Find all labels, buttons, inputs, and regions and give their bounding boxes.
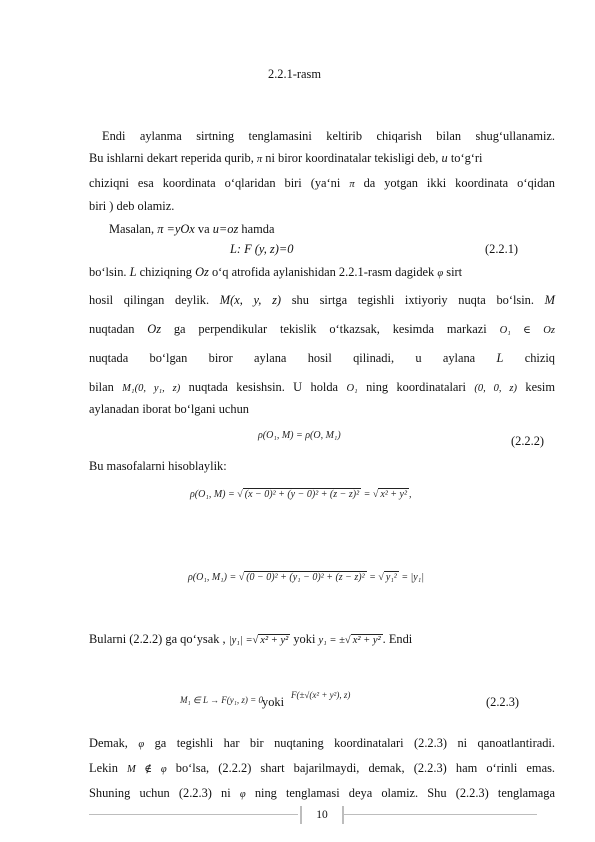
paragraph-line-9 <box>89 322 555 338</box>
text-span: . Endi <box>382 632 413 646</box>
text-span: ga tegishli har bir nuqtaning koordinatalari (2.2.3) ni qanoatlantiradi. <box>154 736 555 750</box>
radicand: (0 − 0)² + (y₁ − 0)² + (z − z)² <box>246 572 365 583</box>
inline-formula: O₁ ∈ Oz <box>499 325 555 336</box>
paragraph-line-20 <box>89 761 555 777</box>
text-span: Demak, <box>89 736 128 750</box>
text-span: hamda <box>241 222 275 236</box>
distance-formula-2: ρ(O₁, M₁) = √ (0 − 0)² + (y₁ − 0)² + (z − z)² = √ y₁² = |y₁| <box>188 572 424 583</box>
paragraph-line-17 <box>89 632 555 648</box>
equation-number: (2.2.1) <box>485 242 519 256</box>
text-span: Masalan, <box>109 222 155 236</box>
text-span: Bu ishlarni dekart reperida qurib, <box>89 151 254 165</box>
axis-symbol: Oz <box>147 322 162 336</box>
text-span: ning tenglamasi deya olamiz. Shu (2.2.3) tenglamaga <box>254 786 555 800</box>
formula-part: y₁ = ± <box>318 635 345 646</box>
text-span: chiziqni esa koordinata o‘qlaridan biri (ya‘ni <box>89 176 341 190</box>
paragraph-line-21 <box>89 786 555 802</box>
inline-formula: (0, 0, z) <box>474 383 517 394</box>
pi-symbol: π <box>349 179 355 190</box>
inline-formula: M ∉ φ <box>127 764 167 775</box>
line-symbol: L <box>129 265 137 279</box>
axis-symbol: Oz <box>195 265 209 279</box>
equation-2-2-3-part-a: M₁ ∈ L → F(y₁, z) = 0 <box>180 695 263 705</box>
text-span: chiziqning <box>139 265 192 279</box>
paragraph-line-2 <box>89 151 555 167</box>
text-span: chiziq <box>524 351 555 365</box>
text-span: va <box>197 222 210 236</box>
formula-part: ρ(O₁, M₁) = <box>188 572 239 583</box>
text-span: Lekin <box>89 761 118 775</box>
axis-equation: u=oz <box>212 222 239 236</box>
paragraph-line-14: Bu masofalarni hisoblaylik: <box>89 459 227 473</box>
text-span: shu sirtga tegishli ixtiyoriy nuqta bo‘lsin. <box>291 293 534 307</box>
phi-symbol: φ <box>437 268 444 279</box>
plane-equation: π =yOx <box>157 222 195 236</box>
page-number: 10 <box>300 806 344 824</box>
equation-2-2-1: L: F (y, z)=0 <box>230 242 294 256</box>
point-symbol: M <box>544 293 555 307</box>
point-symbol: M(x, y, z) <box>219 293 282 307</box>
inline-formula: M₁(0, y₁, z) <box>122 383 181 394</box>
text-span: nuqtada bo‘lgan biror aylana hosil qilinadi, u aylana <box>89 351 476 365</box>
formula-part: = <box>366 572 379 583</box>
equation-number: (2.2.2) <box>511 434 545 448</box>
inline-formula: |y₁| =√ x² + y² <box>228 635 289 646</box>
text-span: nuqtadan <box>89 322 135 336</box>
distance-formula-1: ρ(O₁, M) = √ (x − 0)² + (y − 0)² + (z − z)² = √ x² + y² , <box>190 489 412 500</box>
radicand: (x − 0)² + (y − 0)² + (z − z)² <box>244 489 360 500</box>
paragraph-line-1: Endi aylanma sirtning tenglamasini keltirib chiqarish bilan shug‘ullanamiz. <box>102 129 555 143</box>
paragraph-line-19 <box>89 736 555 752</box>
figure-caption: 2.2.1-rasm <box>268 67 321 81</box>
formula-part: = |y₁| <box>398 572 424 583</box>
text-span: ning koordinatalari <box>366 380 466 394</box>
footer-rule-right <box>342 814 537 815</box>
equation-2-2-2: ρ(O₁, M) = ρ(O, M₁) <box>258 430 341 441</box>
text-yoki: yoki <box>262 695 285 709</box>
paragraph-line-3 <box>89 176 555 192</box>
pi-symbol: π <box>256 154 263 165</box>
radicand: x² + y² <box>380 489 407 500</box>
text-span: o‘q atrofida aylanishidan 2.2.1-rasm dagidek <box>211 265 435 279</box>
formula-part: = <box>361 489 373 500</box>
line-symbol: L <box>496 351 504 365</box>
inline-formula: y₁ = ±√ x² + y² <box>318 635 381 646</box>
paragraph-line-5 <box>109 222 575 237</box>
text-span: kesim <box>525 380 555 394</box>
inline-formula: O₁ <box>346 383 358 394</box>
paragraph-line-10 <box>89 351 555 366</box>
formula-part: ρ(O₁, M) = <box>190 489 238 500</box>
text-span: da yotgan ikki koordinata o‘qidan <box>363 176 556 190</box>
text-span: bo‘lsa, (2.2.2) shart bajarilmaydi, demak, (2.2.3) ham o‘rinli emas. <box>175 761 555 775</box>
paragraph-line-7 <box>89 265 555 281</box>
text-span: nuqtada kesishsin. U holda <box>188 380 339 394</box>
equation-number: (2.2.3) <box>486 695 520 709</box>
text-span: bilan <box>89 380 114 394</box>
text-span: Bularni (2.2.2) ga qo‘ysak , <box>89 632 226 646</box>
formula-part: |y₁| = <box>228 635 253 646</box>
text-span: bo‘lsin. <box>89 265 127 279</box>
text-span: ga perpendikular tekislik o‘tkazsak, kesimda markazi <box>173 322 487 336</box>
text-span: ni biror koordinatalar tekisligi deb, <box>265 151 439 165</box>
phi-symbol: φ <box>138 739 145 750</box>
radicand: y₁² <box>385 572 397 583</box>
paragraph-line-4: biri ) deb olamiz. <box>89 199 175 213</box>
text-span: sirt <box>446 265 463 279</box>
text-span: hosil qilingan deylik. <box>89 293 210 307</box>
u-symbol: u <box>441 151 448 165</box>
text-span: Shuning uchun (2.2.3) ni <box>89 786 231 800</box>
equation-2-2-3-part-b: F(±√(x² + y²), z) <box>291 690 351 700</box>
radicand: x² + y² <box>260 635 289 646</box>
radicand: x² + y² <box>352 635 381 646</box>
footer-rule-left <box>89 814 298 815</box>
text-span: to‘g‘ri <box>450 151 483 165</box>
formula-part: , <box>409 489 412 500</box>
paragraph-line-11 <box>89 380 555 396</box>
text-span: yoki <box>293 632 316 646</box>
paragraph-line-12: aylanadan iborat bo‘lgani uchun <box>89 402 249 416</box>
paragraph-line-8 <box>89 293 555 308</box>
phi-symbol: φ <box>239 789 246 800</box>
